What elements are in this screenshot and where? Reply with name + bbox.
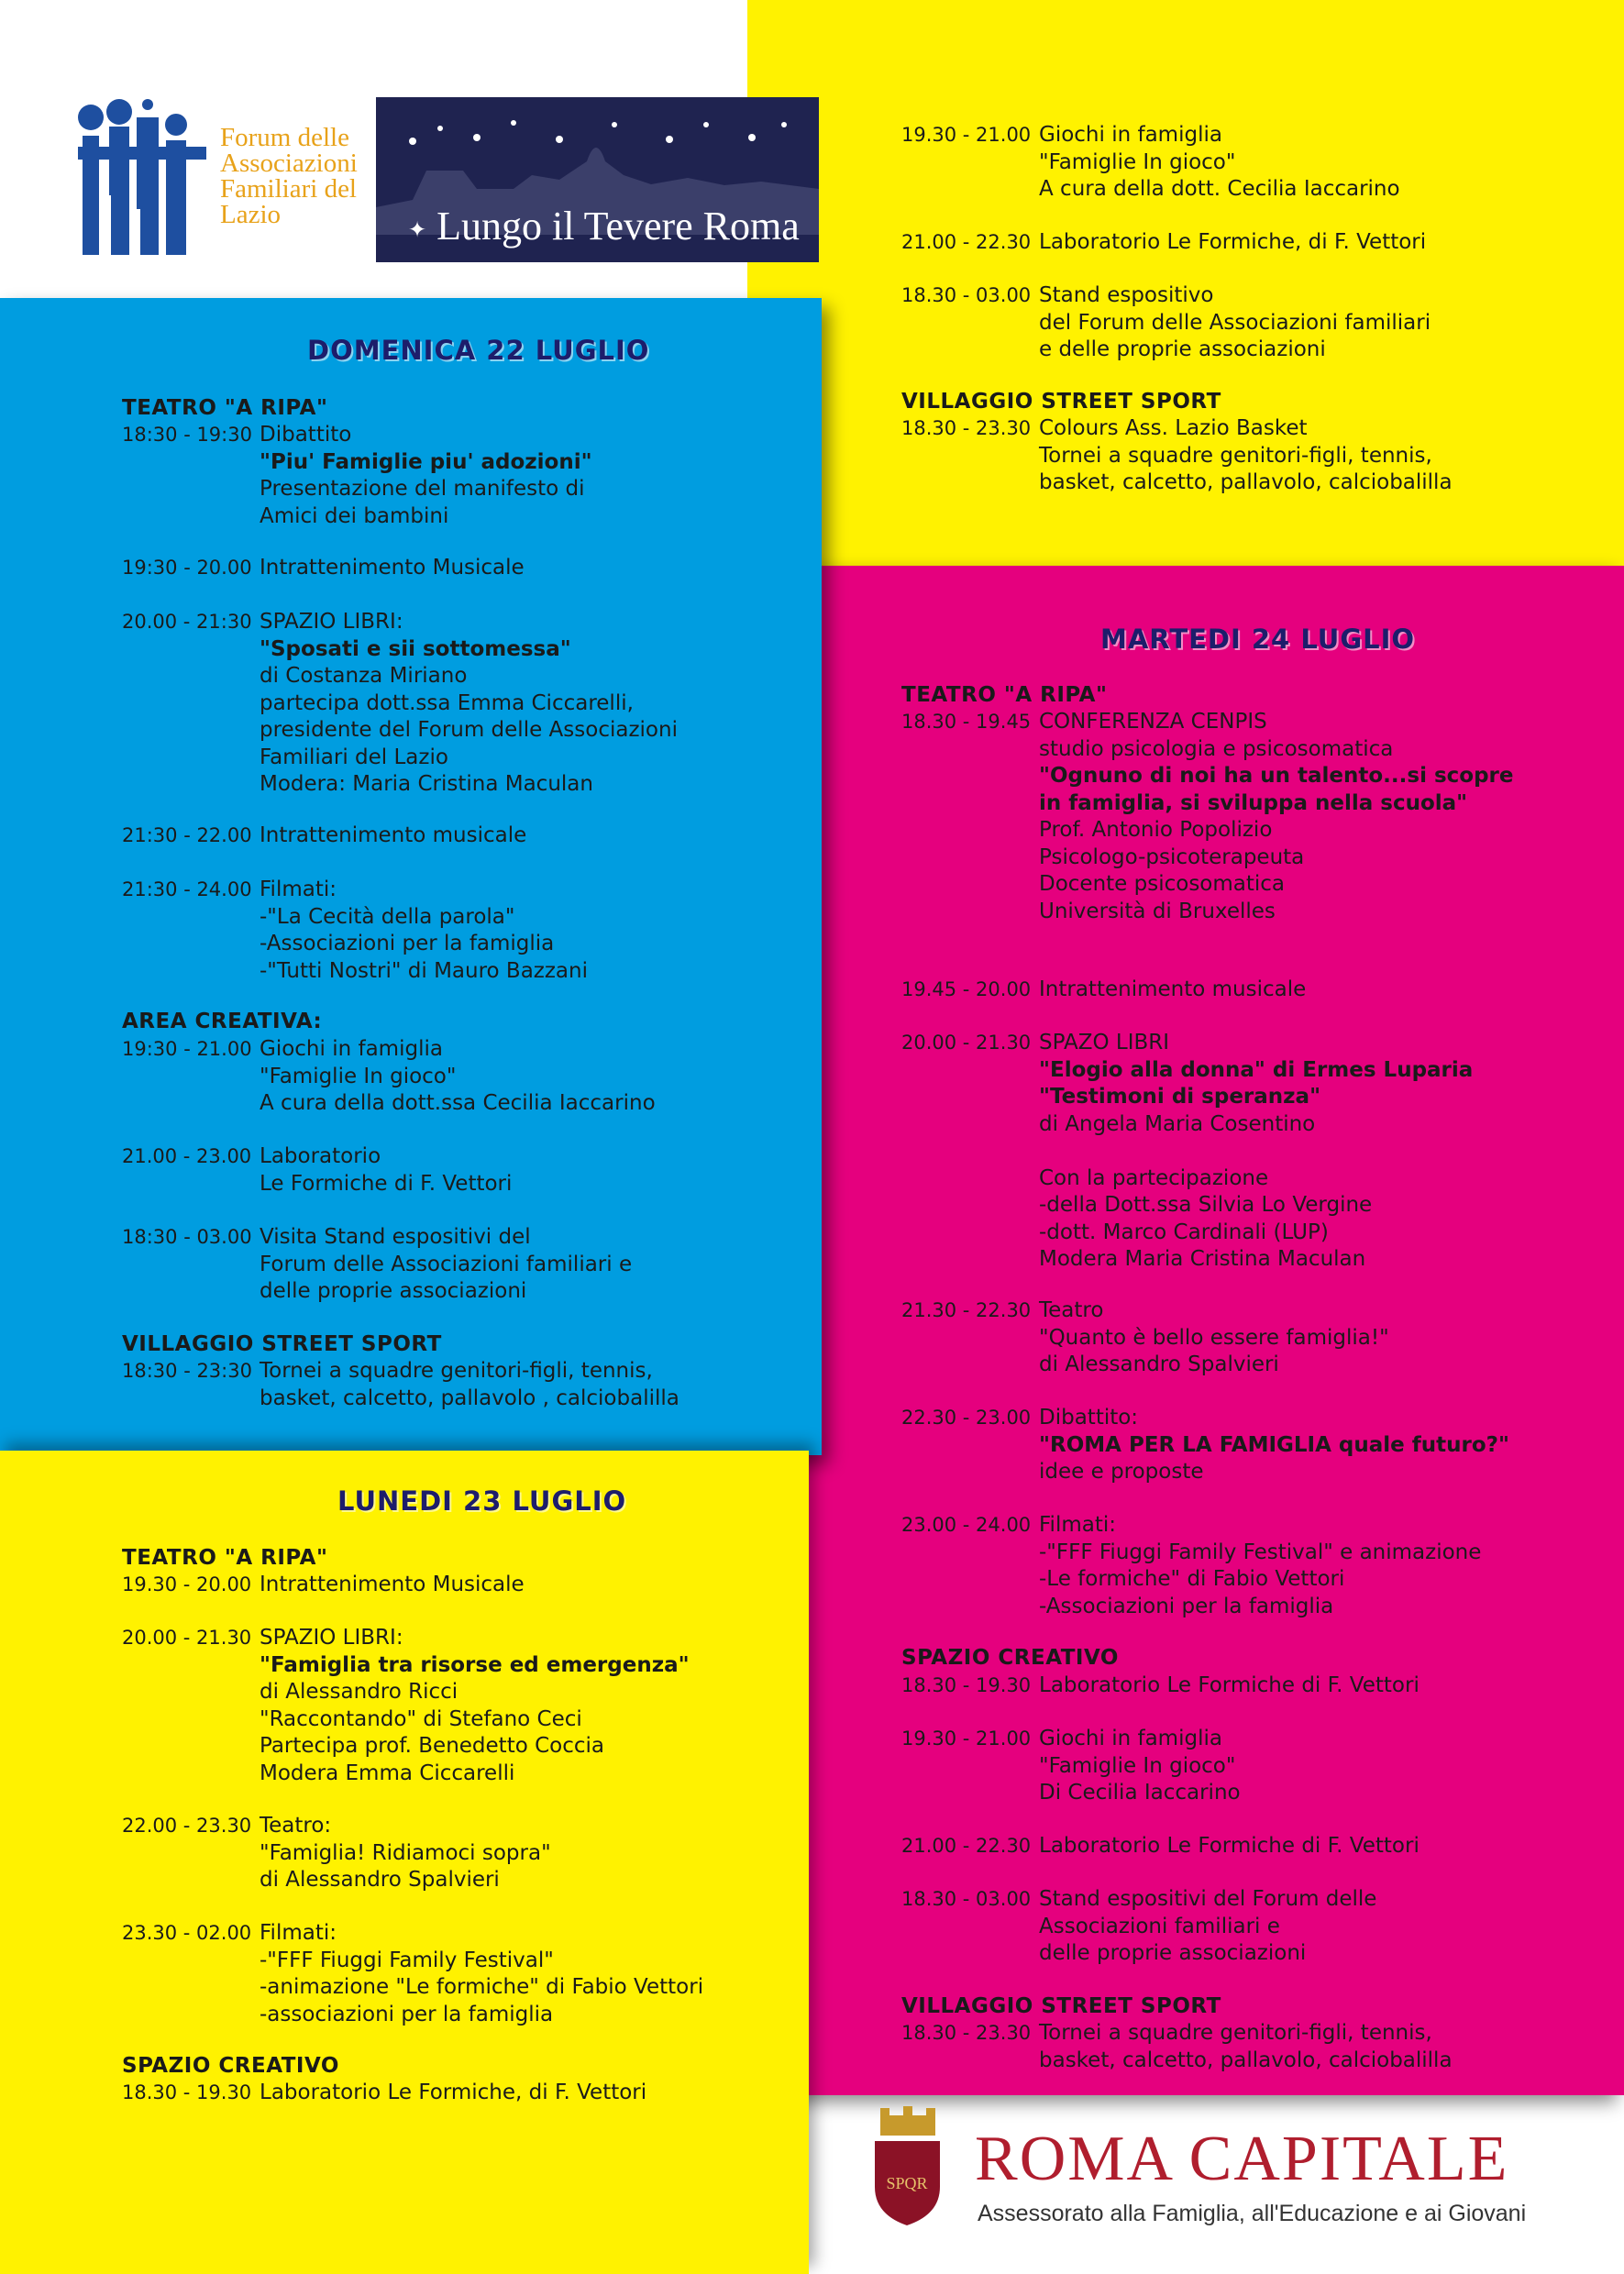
row-line: Filmati: [260, 1921, 337, 1945]
row-line: di Angela Maria Cosentino [1039, 1111, 1316, 1136]
row-line: "Testimoni di speranza" [1039, 1085, 1321, 1109]
lunedi-title: LUNEDI 23 LUGLIO [337, 1485, 627, 1517]
time-range: 18.30 - 19.30 [122, 2081, 252, 2103]
row-line: -Associazioni per la famiglia [260, 932, 555, 955]
row-line: -"FFF Fiuggi Family Festival" e animazione [1039, 1540, 1482, 1564]
spqr-text: SPQR [886, 2174, 928, 2192]
row-line: -della Dott.ssa Silvia Lo Vergine [1039, 1193, 1373, 1217]
time-range: 20.00 - 21.30 [122, 1627, 252, 1649]
forum-name-line: Familiari del [220, 174, 357, 204]
row-line: del Forum delle Associazioni familiari [1039, 310, 1431, 335]
row-line: -"La Cecità della parola" [260, 904, 515, 929]
row-line: Di Cecilia Iaccarino [1039, 1781, 1241, 1805]
time-range: 20.00 - 21:30 [122, 611, 252, 633]
row-line: Presentazione del manifesto di [260, 477, 585, 501]
time-range: 20.00 - 21.30 [901, 1032, 1032, 1054]
domenica-area-heading: AREA CREATIVA: [122, 1010, 323, 1033]
forum-name-line: Forum delle [220, 123, 349, 152]
row-line: di Alessandro Spalvieri [1039, 1352, 1279, 1376]
row-line: Dibattito: [1039, 1406, 1139, 1430]
row-line: Le Formiche di F. Vettori [260, 1171, 513, 1196]
row-line: "Ognuno di noi ha un talento...si scopre [1039, 764, 1514, 788]
row-line: e delle proprie associazioni [1039, 337, 1326, 361]
time-range: 18.30 - 23.30 [901, 2022, 1032, 2044]
assessorato-subtitle: Assessorato alla Famiglia, all'Educazione e ai Giovani [978, 2201, 1527, 2226]
row-line: -"FFF Fiuggi Family Festival" [260, 1948, 554, 1972]
star-icon: ✦ [408, 218, 427, 243]
martedi-title: MARTEDI 24 LUGLIO [1100, 624, 1416, 655]
row-line: Stand espositivo [1039, 283, 1214, 307]
time-range: 19.30 - 20.00 [122, 1573, 252, 1595]
row-line: presidente del Forum delle Associazioni [260, 718, 678, 742]
time-range: 21.00 - 23.00 [122, 1145, 252, 1167]
row-line: Modera: Maria Cristina Maculan [260, 772, 593, 796]
lungo-tevere-logo [376, 97, 819, 262]
time-range: 21.00 - 22.30 [901, 1835, 1032, 1857]
row-line: Tornei a squadre genitori-figli, tennis, [260, 1359, 653, 1383]
time-range: 21:30 - 22.00 [122, 824, 252, 846]
row-line: Università di Bruxelles [1039, 899, 1276, 923]
forum-name-line: Lazio [220, 200, 282, 229]
row-line: "Raccontando" di Stefano Ceci [260, 1706, 582, 1731]
row-line: Teatro: [260, 1814, 332, 1838]
row-line: "Famiglia! Ridiamoci sopra" [260, 1840, 551, 1865]
forum-name-line: Associazioni [220, 149, 358, 178]
time-range: 23.00 - 24.00 [901, 1514, 1032, 1536]
time-range: 19.30 - 21.00 [901, 1728, 1032, 1750]
row-line: A cura della dott.ssa Cecilia Iaccarino [260, 1091, 656, 1115]
row-line: Psicologo-psicoterapeuta [1039, 844, 1305, 869]
row-line: Intrattenimento Musicale [260, 556, 525, 580]
row-line: Forum delle Associazioni familiari e [260, 1252, 633, 1276]
row-line: Stand espositivi del Forum delle [1039, 1887, 1377, 1911]
row-line: Laboratorio Le Formiche di F. Vettori [1039, 1673, 1420, 1697]
time-range: 18.30 - 19.45 [901, 711, 1032, 733]
row-line: Docente psicosomatica [1039, 872, 1286, 896]
time-range: 18.30 - 03.00 [901, 1888, 1032, 1910]
tevere-title: Lungo il Tevere Roma [436, 204, 800, 248]
time-range: 21.30 - 22.30 [901, 1299, 1032, 1321]
row-line: di Alessandro Ricci [260, 1680, 458, 1704]
row-line: SPAZIO LIBRI: [260, 610, 403, 634]
row-line: Familiari del Lazio [260, 745, 448, 769]
time-range: 19:30 - 21.00 [122, 1038, 252, 1060]
time-range: 18:30 - 23:30 [122, 1360, 252, 1382]
row-line: "ROMA PER LA FAMIGLIA quale futuro?" [1039, 1432, 1509, 1457]
row-line: Laboratorio Le Formiche, di F. Vettori [1039, 230, 1427, 254]
domenica-villaggio-heading: VILLAGGIO STREET SPORT [122, 1332, 442, 1356]
domenica-teatro-heading: TEATRO "A RIPA" [122, 396, 328, 420]
time-range: 18.30 - 19.30 [901, 1674, 1032, 1696]
time-range: 21:30 - 24.00 [122, 878, 252, 900]
row-line: -animazione "Le formiche" di Fabio Vettori [260, 1975, 704, 1999]
row-line: Intrattenimento Musicale [260, 1573, 525, 1596]
time-range: 19.30 - 21.00 [901, 124, 1032, 146]
row-line: A cura della dott. Cecilia Iaccarino [1039, 177, 1400, 201]
time-range: 23.30 - 02.00 [122, 1922, 252, 1944]
time-range: 18:30 - 03.00 [122, 1226, 252, 1248]
row-line-bold: "Elogio alla donna" di Ermes Luparia [1039, 1057, 1474, 1082]
row-line: Modera Emma Ciccarelli [260, 1761, 515, 1785]
row-line: Laboratorio Le Formiche di F. Vettori [1039, 1834, 1420, 1858]
row-line: Giochi in famiglia [1039, 123, 1222, 147]
row-line: Modera Maria Cristina Maculan [1039, 1247, 1366, 1271]
roma-capitale-title: ROMA CAPITALE [975, 2124, 1509, 2194]
row-line: Intrattenimento musicale [1039, 977, 1307, 1001]
row-line: Partecipa prof. Benedetto Coccia [260, 1734, 604, 1758]
row-line: -Le formiche" di Fabio Vettori [1039, 1567, 1345, 1591]
row-line: basket, calcetto, pallavolo, calciobalilla [1039, 2048, 1453, 2072]
row-line: Giochi in famiglia [260, 1037, 443, 1061]
row-line: SPAZIO LIBRI: [260, 1626, 403, 1650]
row-line: Laboratorio Le Formiche, di F. Vettori [260, 2081, 647, 2104]
row-line: Laboratorio [260, 1144, 381, 1168]
row-line [1039, 1057, 1473, 1085]
row-line: Filmati: [1039, 1513, 1116, 1537]
row-line: studio psicologia e psicosomatica [1039, 736, 1394, 761]
top-right-villaggio-heading: VILLAGGIO STREET SPORT [901, 390, 1221, 414]
row-line: "Quanto è bello essere famiglia!" [1039, 1325, 1389, 1350]
row-line: delle proprie associazioni [260, 1279, 527, 1303]
row-line: di Alessandro Spalvieri [260, 1868, 500, 1892]
martedi-spazio-heading: SPAZIO CREATIVO [901, 1646, 1119, 1670]
crown-shield-icon [864, 2104, 951, 2228]
row-line: "Famiglie In gioco" [1039, 149, 1236, 174]
row-line: Amici dei bambini [260, 503, 449, 528]
row-line: Giochi in famiglia [1039, 1727, 1222, 1750]
martedi-villaggio-heading: VILLAGGIO STREET SPORT [901, 1994, 1221, 2018]
row-line: "Piu' Famiglie piu' adozioni" [260, 449, 592, 474]
row-line: Colours Ass. Lazio Basket [1039, 416, 1308, 440]
domenica-title: DOMENICA 22 LUGLIO [307, 335, 650, 366]
roma-capitale-emblem [864, 2104, 951, 2228]
time-range: 19.45 - 20.00 [901, 978, 1032, 1000]
row-line: di Costanza Miriano [260, 664, 468, 688]
time-range: 22.30 - 23.00 [901, 1407, 1032, 1429]
forum-family-icon [78, 99, 215, 264]
lunedi-teatro-heading: TEATRO "A RIPA" [122, 1546, 328, 1570]
row-line: partecipa dott.ssa Emma Ciccarelli, [260, 690, 634, 715]
row-line: "Famiglie In gioco" [1039, 1753, 1236, 1778]
row-line: delle proprie associazioni [1039, 1941, 1307, 1965]
forum-logo [78, 99, 367, 264]
row-line: "Sposati e sii sottomessa" [260, 636, 571, 661]
row-line: "Famiglie In gioco" [260, 1064, 457, 1088]
row-line: Tornei a squadre genitori-figli, tennis, [1039, 443, 1432, 468]
row-line: idee e proposte [1039, 1460, 1204, 1484]
row-line: Con la partecipazione [1039, 1165, 1269, 1190]
row-line: basket, calcetto, pallavolo , calciobalilla [260, 1385, 679, 1410]
row-line: -"Tutti Nostri" di Mauro Bazzani [260, 958, 588, 983]
time-range: 22.00 - 23.30 [122, 1815, 252, 1837]
row-line: Associazioni familiari e [1039, 1914, 1280, 1938]
row-line: Filmati: [260, 878, 337, 901]
row-line: -associazioni per la famiglia [260, 2002, 554, 2026]
row-line: Visita Stand espositivi del [260, 1225, 531, 1249]
row-line: Dibattito [260, 423, 352, 447]
time-range: 18.30 - 23.30 [901, 417, 1032, 439]
time-range: 21.00 - 22.30 [901, 231, 1032, 253]
row-line: Tornei a squadre genitori-figli, tennis, [1039, 2021, 1432, 2045]
martedi-teatro-heading: TEATRO "A RIPA" [901, 683, 1108, 707]
row-line [1039, 1138, 1473, 1165]
time-range: 18.30 - 03.00 [901, 284, 1032, 306]
lunedi-spazio-heading: SPAZIO CREATIVO [122, 2054, 339, 2078]
row-line: -dott. Marco Cardinali (LUP) [1039, 1220, 1329, 1244]
row-line: -Associazioni per la famiglia [1039, 1594, 1334, 1618]
row-line: basket, calcetto, pallavolo, calciobalilla [1039, 470, 1453, 494]
row-line: Prof. Antonio Popolizio [1039, 818, 1273, 842]
time-range: 18:30 - 19:30 [122, 424, 252, 446]
row-line: SPAZO LIBRI [1039, 1031, 1170, 1054]
row-line: Intrattenimento musicale [260, 823, 527, 847]
time-range: 19:30 - 20.00 [122, 557, 252, 579]
row-line: "Famiglia tra risorse ed emergenza" [260, 1652, 690, 1677]
row-line: Teatro [1039, 1298, 1104, 1322]
row-line: CONFERENZA CENPIS [1039, 710, 1267, 734]
row-line: in famiglia, si sviluppa nella scuola" [1039, 790, 1468, 815]
